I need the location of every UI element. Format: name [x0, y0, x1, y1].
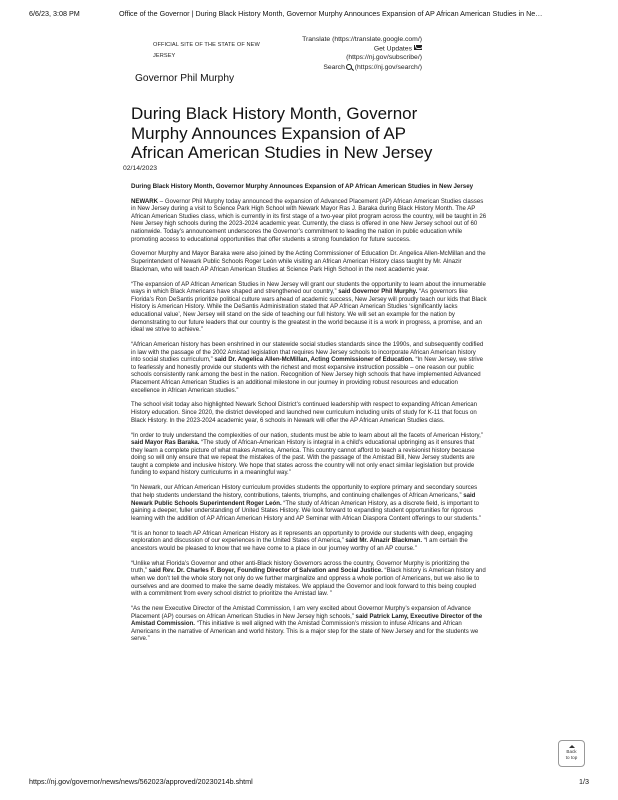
- quote-text: “As the new Executive Director of the Amistad Commission, I am very excited about Governor Murphy’s expansion of Advance Placement (AP) courses on African American Studies in New Jersey high schools,”: [131, 604, 471, 620]
- quote-text: “It is an honor to teach AP African American History as it represents an opportunity to provide our students with deep, engaging exploration and discussion of our experiences in the United States of America,”: [131, 529, 473, 545]
- speaker-attribution: said Mayor Ras Baraka.: [131, 439, 200, 447]
- print-date: 6/6/23, 3:08 PM: [29, 9, 80, 18]
- page-headline: During Black History Month, Governor Murphy Announces Expansion of AP African American Studies in New Jersey: [131, 104, 433, 162]
- speaker-attribution: said Rev. Dr. Charles F. Boyer, Founding Director of Salvation and Social Justice.: [146, 567, 383, 575]
- publish-date: 02/14/2023: [123, 165, 158, 172]
- get-updates-label: Get Updates: [373, 45, 412, 53]
- arrow-up-icon: [569, 745, 575, 748]
- search-icon: [346, 64, 352, 70]
- quote-text: “African American history has been enshrined in our statewide social studies standards since the 1990s, and subsequently codified in law with the passage of the 2002 Amistad legislation that requires New Jersey schools to incorporate African American history into social studies curriculum,”: [131, 340, 484, 364]
- paragraph-1: [131, 198, 487, 244]
- paragraph-5: The school visit today also highlighted Newark School District’s continued leadership with respect to expanding African American History education. Since 2020, the district developed and launched new curriculum including units of study for K-11 that focus on Black History. In the 2023-2024 academic year, 6 schools in Newark will offer the AP African American Studies class.: [131, 401, 478, 424]
- quote-text: “The study of African-American History is integral in a child’s educational upbringing as it ensures that they learn a complete picture of what makes America, America. This country cannot afford to teach a revisionist history because doing so will only ensure that we repeat the mistakes of the past. With the passage of the Amistad Bill, New Jersey students are taught a complete and inclusive history. We hope that states across the country will not only enact similar legislation but provide funding to expand history curriculums in a meaningful way.”: [131, 439, 475, 477]
- search-link[interactable]: [290, 63, 422, 73]
- print-page-title: Office of the Governor | During Black History Month, Governor Murphy Announces Expansion of AP African American Studies in Ne…: [119, 9, 543, 18]
- back-to-top-button[interactable]: [558, 740, 585, 767]
- quote-text: “I am certain the ancestors would be pleased to know that we have come to a place in our journey worthy of an AP course.”: [131, 537, 468, 552]
- page-number: 1/3: [579, 777, 589, 786]
- speaker-attribution: said Mr. Alnazir Blackman.: [343, 537, 423, 545]
- governor-name-link[interactable]: Governor Phil Murphy: [135, 73, 235, 84]
- speaker-attribution: said Newark Public Schools Superintendent Roger León.: [131, 491, 476, 507]
- translate-link[interactable]: Translate (https://translate.google.com/): [302, 36, 422, 43]
- official-site-line2: JERSEY: [153, 53, 176, 59]
- paragraph-7: [131, 484, 487, 522]
- quote-text: “The expansion of AP African American Studies in New Jersey will grant our students the opportunity to learn about the innumerable ways in which Black Americans have shaped and strengthened our country,”: [131, 280, 486, 296]
- search-url: (https://nj.gov/search/): [354, 63, 422, 71]
- quote-text: “In order to truly understand the complexities of our nation, students must be able to learn about all the facets of American History,”: [131, 431, 483, 439]
- dateline: NEWARK: [131, 197, 159, 205]
- paragraph-10: [131, 605, 487, 643]
- paragraph-8: [131, 530, 487, 553]
- paragraph-3: [131, 281, 487, 334]
- speaker-attribution: said Governor Phil Murphy.: [336, 288, 418, 296]
- quote-text: “In New Jersey, we strive to fearlessly and honestly provide our students with the richest and most expansive instruction possible – one reason our public schools consistently rank among the best in the nation. Recognition of New Jersey high schools that have implemented Advanced Placement African American Studies is an additional milestone in our journey in providing robust resources and education excellence in African American studies.”: [131, 356, 484, 394]
- paragraph-9: [131, 560, 487, 598]
- quote-text: “Black history is American history and when we don’t tell the whole story not only do we further marginalize and oppress a whole portion of Americans, but we also lie to ourselves and are doomed to make the same deadly mistakes. We applaud the Governor and look forward to this being coupled with a commitment from every school district to prioritize the Amistad law. ”: [131, 567, 486, 598]
- speaker-attribution: said Patrick Lamy, Executive Director of the Amistad Commission.: [131, 612, 483, 628]
- search-label: Search: [323, 63, 345, 71]
- paragraph-4: [131, 341, 487, 394]
- article-body: [131, 183, 487, 650]
- official-site-label: [153, 40, 293, 62]
- paragraph-1-text: – Governor Phil Murphy today announced the expansion of Advanced Placement (AP) African American Studies classes in New Jersey during a visit to Science Park High School with Newark Mayor Ras J. Baraka during Black History Month. The AP African American Studies class, which is currently in its first stage of a two-year pilot program across the country, will be taught in 26 New Jersey high schools during the 2023-2024 academic year. Currently, the class is offered in one New Jersey school out of 60 nationwide. Today’s announcement underscores the Governor’s commitment to leading the nation in public education while promoting access to educational opportunities that offer students a strong foundation for future success.: [131, 197, 487, 243]
- top-links: [290, 36, 422, 73]
- quote-text: “The study of African American History, as a discrete field, is important to gaining a deeper, fuller understanding of United States History. We look forward to expanding student opportunities for rigorous learning with the addition of AP African American History and AP Seminar with African Diaspora Content offerings to our students.”: [131, 499, 481, 522]
- official-site-line1: OFFICIAL SITE OF THE STATE OF NEW: [153, 42, 260, 48]
- quote-text: “As governors like Florida’s Ron DeSantis prioritize political culture wars ahead of academic success, New Jersey will proudly teach our kids that Black History is American History. While the DeSantis Administration stated that AP African American Studies ‘significantly lacks educational value’, New Jersey will stand on the side of teaching our full history. We will set an example for the nation by demonstrating to our future leaders that our country is the greatest in the world because it is a work in progress, a promise, and an ideal we strive to achieve.”: [131, 288, 487, 334]
- get-updates-link[interactable]: [290, 45, 422, 54]
- quote-text: “In Newark, our African American History curriculum provides students the opportunity to explore primary and secondary sources that help students understand the history, contributions, talents, triumphs, and continuing challenges of African Americans,”: [131, 484, 478, 499]
- print-header: [29, 9, 608, 21]
- get-updates-url: (https://nj.gov/subscribe/): [346, 54, 422, 62]
- back-to-top-line1: Back: [566, 749, 577, 754]
- quote-text: “Unlike what Florida’s Governor and other anti-Black history Governors across the country, Governor Murphy is prioritizing the truth,”: [131, 559, 470, 575]
- article-subheading: During Black History Month, Governor Murphy Announces Expansion of AP African American Studies in New Jersey: [131, 183, 474, 190]
- print-footer: [29, 777, 589, 786]
- site-top-bar: [0, 36, 618, 72]
- quote-text: “This initiative is well aligned with the Amistad Commission’s mission to infuse Africans and African Americans in the narrative of American and world history. This is a major step for the state of New Jersey and for the students we serve.”: [131, 620, 479, 643]
- print-url: https://nj.gov/governor/news/news/562023/approved/20230214b.shtml: [29, 777, 253, 786]
- speaker-attribution: said Dr. Angelica Allen-McMillan, Acting Commissioner of Education.: [212, 356, 414, 364]
- envelope-icon: [414, 45, 422, 51]
- paragraph-6: [131, 432, 487, 478]
- back-to-top-line2: to top: [565, 754, 578, 760]
- paragraph-2: Governor Murphy and Mayor Baraka were also joined by the Acting Commissioner of Education Dr. Angelica Allen-McMillan and the Superintendent of Newark Public Schools Roger León while visiting an African American History class taught by Mr. Alnazir Blackman, who will teach AP African American Studies at Science Park High School in the next academic year.: [131, 250, 486, 273]
